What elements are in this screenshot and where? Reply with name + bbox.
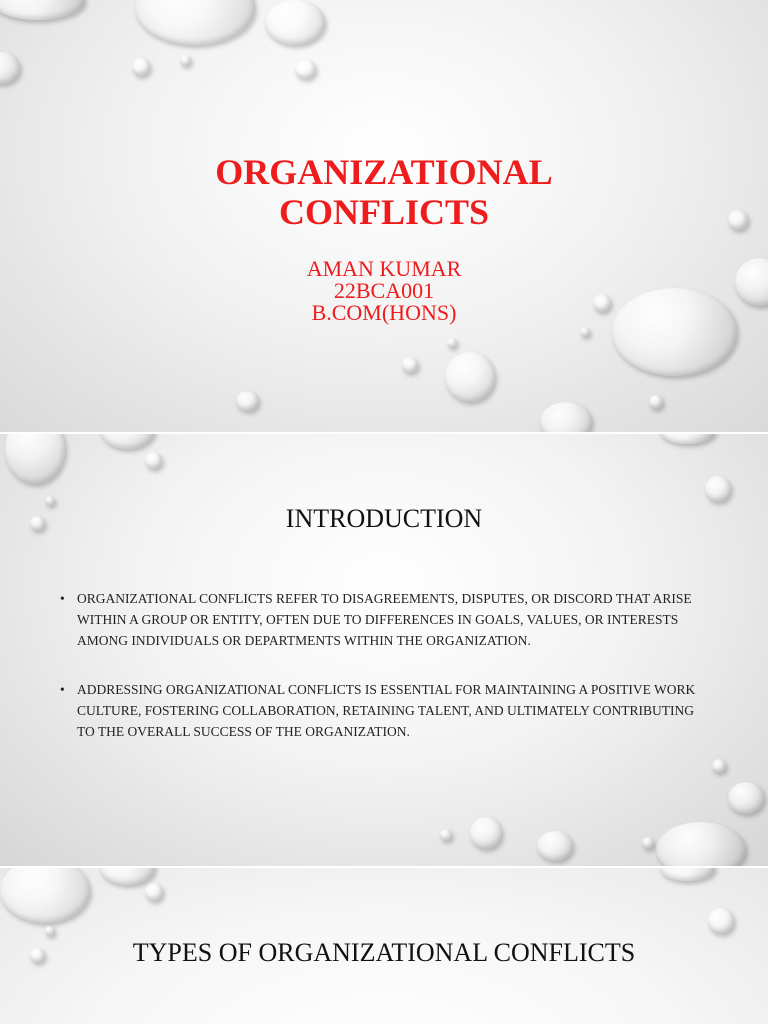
water-drop-decoration	[30, 516, 45, 531]
water-drop-decoration	[236, 391, 259, 411]
water-drop-decoration	[145, 883, 163, 901]
water-drop-decoration	[470, 817, 502, 849]
water-drop-decoration	[735, 258, 768, 306]
water-drop-decoration	[145, 452, 162, 469]
water-drop-decoration	[708, 908, 734, 934]
water-drop-decoration	[656, 822, 746, 866]
water-drop-decoration	[728, 782, 764, 814]
bullet-marker: •	[60, 682, 65, 697]
roll-number: 22BCA001	[333, 278, 435, 303]
water-drop-decoration	[100, 434, 155, 449]
water-drop-decoration	[580, 327, 590, 337]
title-line-1: ORGANIZATIONAL	[215, 152, 553, 192]
types-slide	[0, 868, 768, 1024]
slide-heading: TYPES OF ORGANIZATIONAL CONFLICTS	[132, 938, 636, 967]
water-drop-decoration	[705, 476, 731, 502]
bullet-list	[60, 588, 700, 770]
water-drop-decoration	[440, 829, 452, 841]
water-drop-decoration	[295, 60, 316, 79]
water-drop-decoration	[728, 210, 748, 230]
water-drop-decoration	[45, 496, 55, 506]
list-item	[60, 679, 700, 742]
water-drop-decoration	[265, 0, 325, 45]
title-slide	[0, 0, 768, 432]
water-drop-decoration	[447, 338, 457, 348]
water-drop-decoration	[445, 352, 495, 402]
list-item	[60, 588, 700, 651]
water-drop-decoration	[660, 434, 715, 444]
bullet-marker: •	[60, 591, 65, 606]
presenter-info	[84, 258, 684, 324]
author-name: AMAN KUMAR	[306, 256, 462, 281]
bullet-text: ADDRESSING ORGANIZATIONAL CONFLICTS IS ESSENTIAL FOR MAINTAINING A POSITIVE WORK CULTURE, FOSTERING COLLABORATION, RETAINING TALENT, AND ULTIMATELY CONTRIBUTING TO THE OVERALL SUCCESS OF THE ORGANIZATION.	[77, 682, 696, 739]
water-drop-decoration	[649, 395, 663, 409]
water-drop-decoration	[537, 831, 573, 861]
water-drop-decoration	[0, 0, 85, 20]
water-drop-decoration	[540, 402, 592, 432]
course-name: B.COM(HONS)	[311, 300, 457, 325]
slide-heading: INTRODUCTION	[285, 504, 483, 533]
water-drop-decoration	[642, 837, 654, 849]
water-drop-decoration	[660, 868, 715, 881]
water-drop-decoration	[30, 948, 45, 963]
water-drop-decoration	[100, 868, 155, 885]
water-drop-decoration	[0, 868, 90, 923]
water-drop-decoration	[132, 58, 150, 76]
water-drop-decoration	[402, 357, 418, 373]
water-drop-decoration	[135, 0, 255, 45]
water-drop-decoration	[0, 52, 20, 84]
presentation-title	[84, 152, 684, 232]
water-drop-decoration	[5, 434, 65, 484]
title-line-2: CONFLICTS	[278, 192, 490, 232]
water-drop-decoration	[180, 55, 191, 66]
water-drop-decoration	[45, 926, 55, 936]
introduction-slide	[0, 434, 768, 866]
bullet-text: ORGANIZATIONAL CONFLICTS REFER TO DISAGREEMENTS, DISPUTES, OR DISCORD THAT ARISE WITHIN A GROUP OR ENTITY, OFTEN DUE TO DIFFERENCES IN GOALS, VALUES, OR INTERESTS AMONG INDIVIDUALS OR DEPARTMENTS WITHIN THE ORGANIZATION.	[77, 591, 692, 648]
water-drop-decoration	[712, 759, 726, 773]
